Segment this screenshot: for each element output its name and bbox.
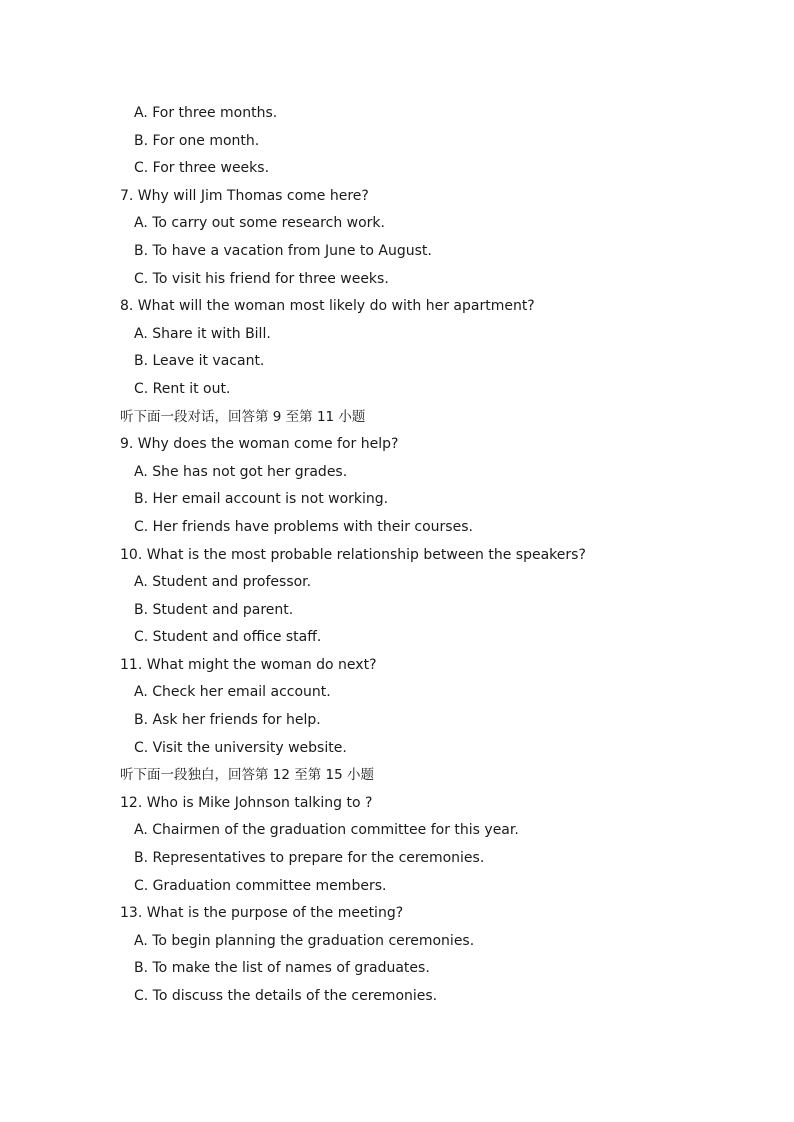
answer-option: C. Her friends have problems with their courses. xyxy=(134,518,473,535)
answer-option: B. Leave it vacant. xyxy=(134,353,265,370)
answer-option: B. Student and parent. xyxy=(134,601,294,618)
answer-option: B. For one month. xyxy=(134,132,260,149)
answer-option: C. To visit his friend for three weeks. xyxy=(134,270,389,287)
exam-page xyxy=(0,100,794,1011)
answer-option: C. Graduation committee members. xyxy=(134,877,387,894)
answer-option: B. Ask her friends for help. xyxy=(134,712,321,729)
question-text: 8. What will the woman most likely do with her apartment? xyxy=(120,298,535,315)
answer-option: C. Visit the university website. xyxy=(134,739,347,756)
answer-option: B. To have a vacation from June to August. xyxy=(134,242,432,259)
question-text: 9. Why does the woman come for help? xyxy=(120,436,399,453)
section-instruction: 听下面一段对话，回答第 9 至第 11 小题 xyxy=(120,408,366,425)
answer-option: B. Representatives to prepare for the ceremonies. xyxy=(134,850,485,867)
answer-option: B. Her email account is not working. xyxy=(134,491,389,508)
question-text: 11. What might the woman do next? xyxy=(120,656,377,673)
answer-option: C. To discuss the details of the ceremonies. xyxy=(134,988,438,1004)
question-text: 13. What is the purpose of the meeting? xyxy=(120,905,404,922)
answer-option: A. Chairmen of the graduation committee for this year. xyxy=(134,822,519,839)
question-text: 10. What is the most probable relationship between the speakers? xyxy=(120,546,586,563)
answer-option: C. For three weeks. xyxy=(134,160,270,177)
answer-option: A. Student and professor. xyxy=(134,574,312,591)
answer-option: A. Share it with Bill. xyxy=(134,325,271,342)
answer-option: C. Rent it out. xyxy=(134,380,231,397)
answer-option: A. She has not got her grades. xyxy=(134,463,348,480)
answer-option: A. To begin planning the graduation ceremonies. xyxy=(134,932,475,949)
question-text: 12. Who is Mike Johnson talking to ? xyxy=(120,794,373,811)
answer-option: A. For three months. xyxy=(134,105,278,121)
section-instruction: 听下面一段独白，回答第 12 至第 15 小题 xyxy=(120,767,375,784)
answer-option: C. Student and office staff. xyxy=(134,629,322,646)
answer-option: A. To carry out some research work. xyxy=(134,215,385,232)
question-text: 7. Why will Jim Thomas come here? xyxy=(120,187,369,204)
answer-option: B. To make the list of names of graduates. xyxy=(134,960,430,977)
answer-option: A. Check her email account. xyxy=(134,684,331,701)
